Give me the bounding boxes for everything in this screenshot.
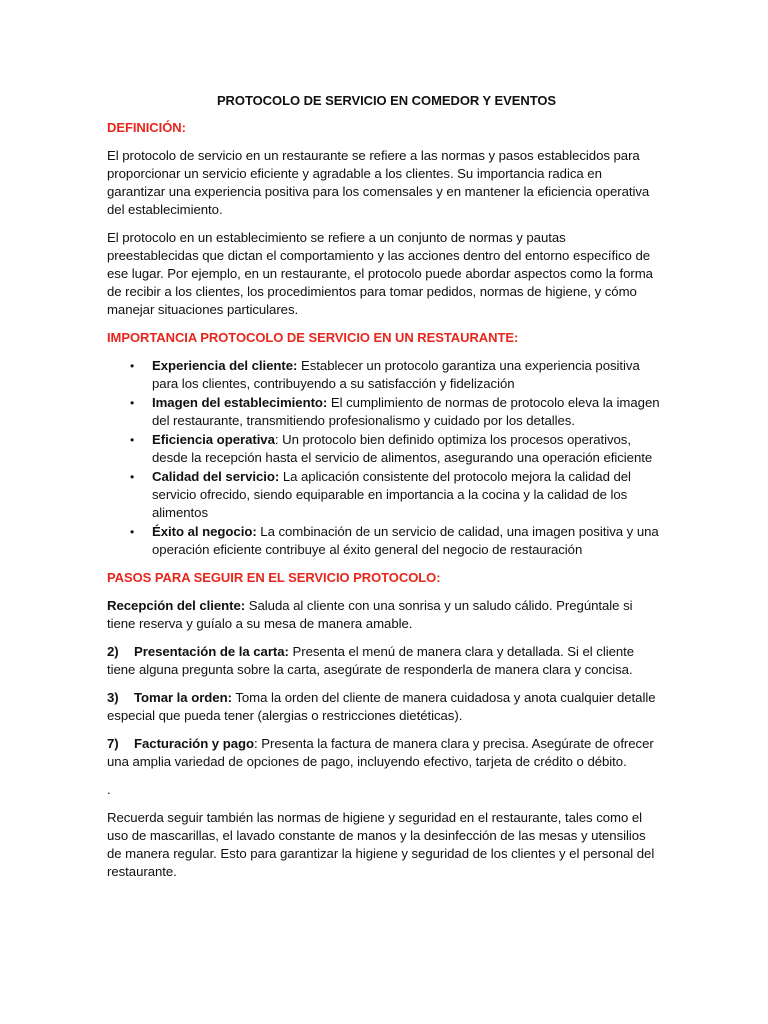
step-number: 2) <box>107 644 119 659</box>
bullet-icon: • <box>130 525 135 539</box>
list-item-lead: Calidad del servicio: <box>152 469 280 484</box>
list-item <box>130 394 660 430</box>
step-recepcion <box>107 597 660 633</box>
step-presentacion-carta <box>107 643 660 679</box>
step-lead: Tomar la orden: <box>134 690 232 705</box>
closing-paragraph: Recuerda seguir también las normas de higiene y seguridad en el restaurante, tales como el uso de mascarillas, el lavado constante de manos y la desinfección de las mesas y utensilios de manera regular. Esto para garantizar la higiene y seguridad de los clientes y el personal del restaurante. <box>107 810 655 879</box>
step-text: Saluda al cliente con una sonrisa y un saludo cálido. Pregúntale si tiene reserva y guíalo a su mesa de manera amable. <box>107 598 633 631</box>
list-item-text: Establecer un protocolo garantiza una experiencia positiva para los clientes, contribuyendo a su satisfacción y fidelización <box>152 358 640 391</box>
step-number: 3) <box>107 690 119 705</box>
list-item-text: : Un protocolo bien definido optimiza los procesos operativos, desde la recepción hasta el servicio de alimentos, asegurando una operación eficiente <box>152 432 653 465</box>
step-lead: Recepción del cliente: <box>107 598 246 613</box>
list-item <box>130 357 660 393</box>
list-item <box>130 468 660 522</box>
step-number: 7) <box>107 736 119 751</box>
step-lead: Facturación y pago <box>134 736 255 751</box>
list-item-text: El cumplimiento de normas de protocolo eleva la imagen del restaurante, transmitiendo profesionalismo y cuidado por los detalles. <box>152 395 660 428</box>
importancia-list <box>107 357 660 559</box>
heading-importancia: IMPORTANCIA PROTOCOLO DE SERVICIO EN UN RESTAURANTE: <box>107 330 519 345</box>
list-item-text: La aplicación consistente del protocolo mejora la calidad del servicio ofrecido, siendo equiparable en importancia a la cocina y la calidad de los alimentos <box>152 469 631 520</box>
heading-definicion: DEFINICIÓN: <box>107 120 186 135</box>
list-item-lead: Imagen del establecimiento: <box>152 395 328 410</box>
list-item <box>130 431 660 467</box>
list-item-lead: Eficiencia operativa <box>152 432 275 447</box>
bullet-icon: • <box>130 470 135 484</box>
bullet-icon: • <box>130 433 135 447</box>
definicion-paragraph-2: El protocolo en un establecimiento se refiere a un conjunto de normas y pautas preestablecidas que dictan el comportamiento y las acciones dentro del entorno específico de ese lugar. Por ejemplo, en un restaurante, el protocolo puede abordar aspectos como la forma de recibir a los clientes, los procedimientos para tomar pedidos, normas de higiene, y cómo manejar situaciones particulares. <box>107 230 653 317</box>
step-facturacion-pago <box>107 735 660 771</box>
list-item-lead: Experiencia del cliente: <box>152 358 298 373</box>
bullet-icon: • <box>130 396 135 410</box>
definicion-paragraph-1: El protocolo de servicio en un restaurante se refiere a las normas y pasos establecidos para proporcionar un servicio eficiente y agradable a los clientes. Su importancia radica en garantizar una experiencia positiva para los comensales y en mantener la eficiencia operativa del establecimiento. <box>107 148 650 217</box>
heading-pasos: PASOS PARA SEGUIR EN EL SERVICIO PROTOCOLO: <box>107 570 441 585</box>
step-text: : Presenta la factura de manera clara y precisa. Asegúrate de ofrecer una amplia variedad de opciones de pago, incluyendo efectivo, tarjeta de crédito o débito. <box>107 736 654 769</box>
bullet-icon: • <box>130 359 135 373</box>
step-text: Presenta el menú de manera clara y detallada. Si el cliente tiene alguna pregunta sobre la carta, asegúrate de responderla de manera clara y concisa. <box>107 644 635 677</box>
step-tomar-orden <box>107 689 660 725</box>
stray-period: . <box>107 782 111 797</box>
document-title: PROTOCOLO DE SERVICIO EN COMEDOR Y EVENTOS <box>216 93 557 108</box>
step-text: Toma la orden del cliente de manera cuidadosa y anota cualquier detalle especial que pueda tener (alergias o restricciones dietéticas). <box>107 690 656 723</box>
list-item-text: La combinación de un servicio de calidad, una imagen positiva y una operación eficiente contribuye al éxito general del negocio de restauración <box>152 524 659 557</box>
step-lead: Presentación de la carta: <box>134 644 289 659</box>
list-item-lead: Éxito al negocio: <box>152 524 257 539</box>
list-item <box>130 523 660 559</box>
